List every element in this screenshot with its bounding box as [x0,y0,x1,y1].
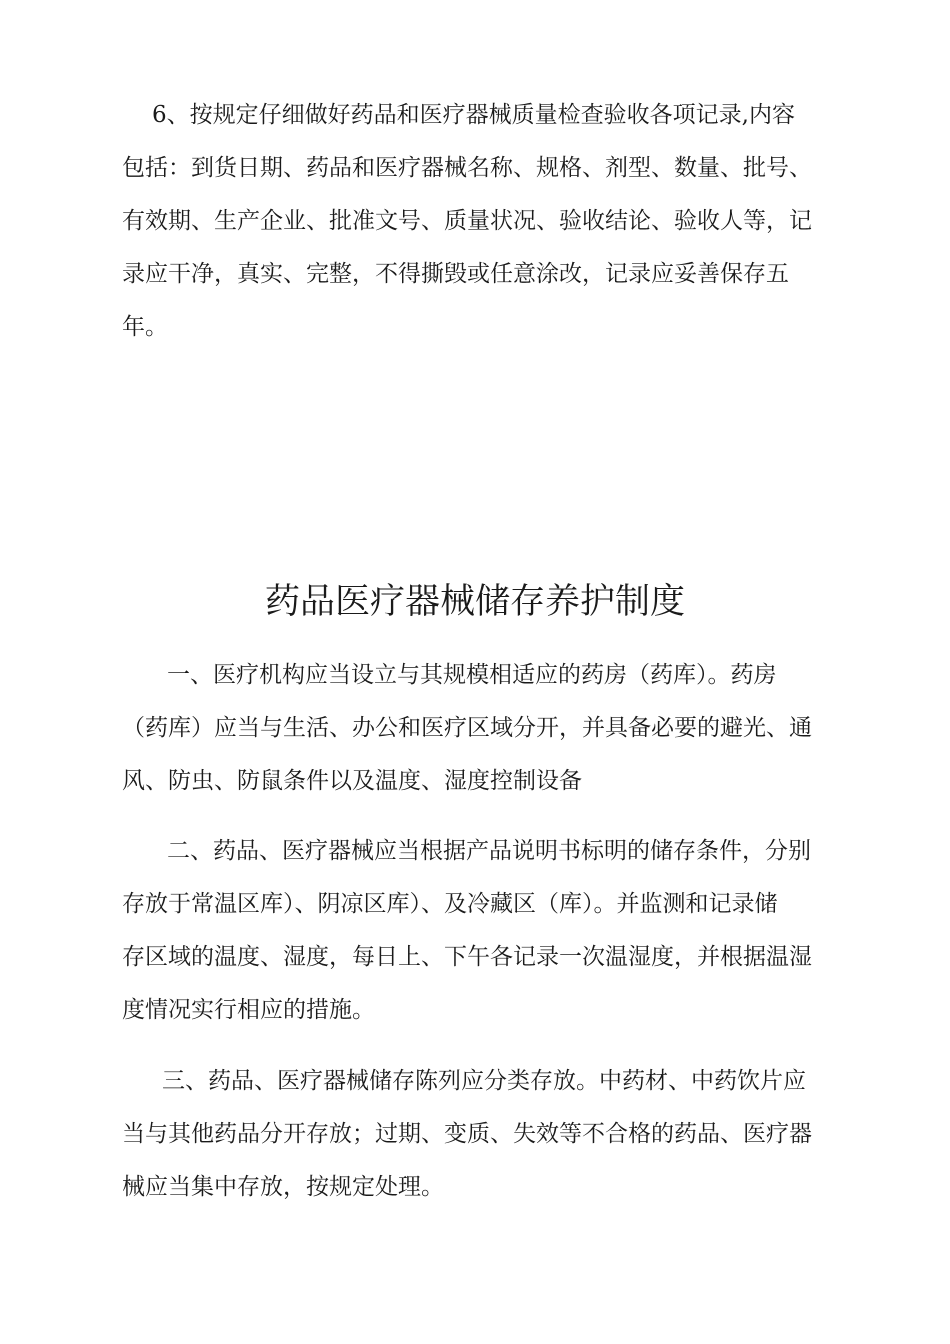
clause-two-line-2: 存放于常温区库）、阴凉区库）、及冷藏区（库）。并监测和记录储 [122,891,778,917]
record-paragraph-line-1: 6、按规定仔细做好药品和医疗器械质量检查验收各项记录,内容 [152,102,795,128]
record-paragraph-line-5: 年。 [122,314,168,340]
clause-three-line-1: 三、药品、医疗器械储存陈列应分类存放。中药材、中药饮片应 [162,1068,806,1094]
clause-three-line-2: 当与其他药品分开存放；过期、变质、失效等不合格的药品、医疗器 [122,1121,812,1147]
clause-two-line-1: 二、药品、医疗器械应当根据产品说明书标明的储存条件，分别 [167,838,811,864]
clause-two-line-3: 存区域的温度、湿度，每日上、下午各记录一次温湿度，并根据温湿 [122,944,812,970]
section-title: 药品医疗器械储存养护制度 [264,582,685,622]
record-paragraph-line-3: 有效期、生产企业、批准文号、质量状况、验收结论、验收人等，记 [122,208,812,234]
clause-one-line-3: 风、防虫、防鼠条件以及温度、湿度控制设备 [122,768,582,794]
record-paragraph-line-2: 包括：到货日期、药品和医疗器械名称、规格、剂型、数量、批号、 [122,155,812,181]
clause-one-line-1: 一、医疗机构应当设立与其规模相适应的药房（药库）。药房 [167,662,777,688]
clause-one-line-2: （药库）应当与生活、办公和医疗区域分开，并具备必要的避光、通 [122,715,812,741]
clause-three-line-3: 械应当集中存放，按规定处理。 [122,1174,444,1200]
clause-two-line-4: 度情况实行相应的措施。 [122,997,375,1023]
record-paragraph-line-4: 录应干净，真实、完整，不得撕毁或任意涂改，记录应妥善保存五 [122,261,789,287]
